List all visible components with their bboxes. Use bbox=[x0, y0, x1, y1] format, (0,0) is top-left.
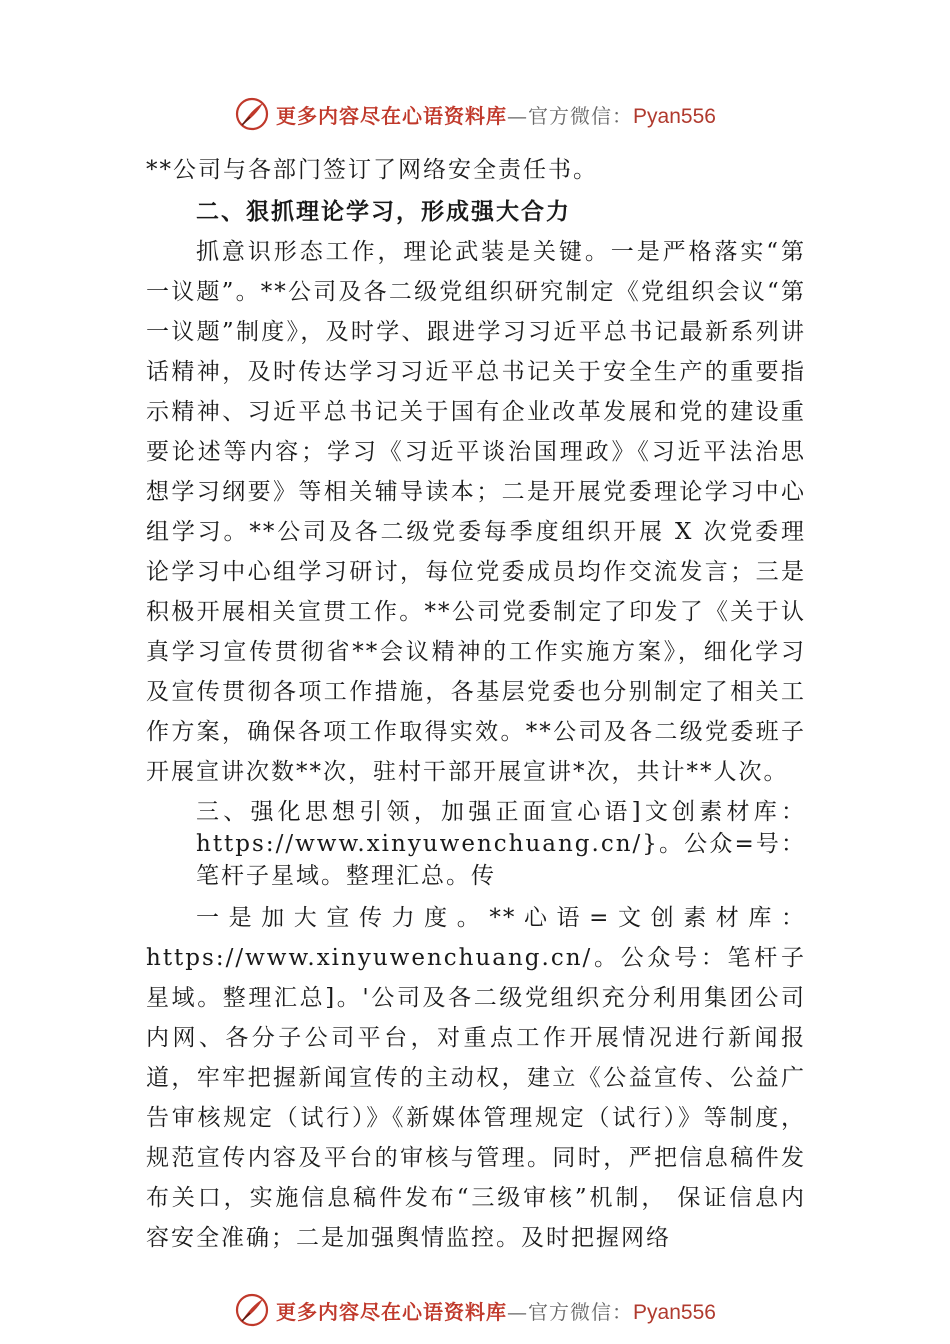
watermark-label: 官方微信： bbox=[528, 103, 634, 128]
watermark-label: 官方微信： bbox=[528, 1299, 634, 1324]
document-body bbox=[146, 150, 806, 1258]
quill-logo-icon bbox=[234, 96, 270, 132]
watermark-wechat-id: Pyan556 bbox=[633, 104, 716, 128]
paragraph-theory-study: 抓意识形态工作，理论武装是关键。一是严格落实“第一议题”。**公司及各二级党组织研究制定《党组织会议“第一议题”制度》，及时学、跟进学习习近平总书记最新系列讲话精神，及时传达学习习近平总书记关于安全生产的重要指示精神、习近平总书记关于国有企业改革发展和党的建设重要论述等内容；学习《习近平谈治国理政》《习近平法治思想学习纲要》等相关辅导读本；二是开展党委理论学习中心组学习。**公司及各二级党委每季度组织开展 X 次党委理论学习中心组学习研讨，每位党委成员均作交流发言；三是积极开展相关宣贯工作。**公司党委制定了印发了《关于认真学习宣传贯彻省**会议精神的工作实施方案》，细化学习及宣传贯彻各项工作措施，各基层党委也分别制定了相关工作方案，确保各项工作取得实效。**公司及各二级党委班子开展宣讲次数**次，驻村干部开展宣讲*次，共计**人次。 bbox=[146, 239, 806, 785]
quill-logo-icon bbox=[234, 1292, 270, 1328]
watermark-wechat-id: Pyan556 bbox=[633, 1300, 716, 1324]
watermark-footer bbox=[0, 1290, 950, 1330]
watermark-brand: 更多内容尽在心语资料库 bbox=[276, 1299, 508, 1324]
paragraph-publicity: 一是加大宣传力度。**心语=文创素材库：https://www.xinyuwenchuang.cn/。公众号：笔杆子星域。整理汇总]。'公司及各二级党组织充分利用集团公司内网、各分子公司平台，对重点工作开展情况进行新闻报道，牢牢把握新闻宣传的主动权，建立《公益宣传、公益广告审核规定（试行）》《新媒体管理规定（试行）》等制度，规范宣传内容及平台的审核与管理。同时，严把信息稿件发布关口，实施信息稿件发布“三级审核”机制， 保证信息内容安全准确；二是加强舆情监控。及时把握网络 bbox=[146, 905, 806, 1251]
watermark-dash: — bbox=[507, 1299, 529, 1324]
watermark-header bbox=[0, 94, 950, 134]
section-heading-3: 三、强化思想引领，加强正面宣心语]文创素材库：https://www.xinyuwenchuang.cn/}。公众=号：笔杆子星域。整理汇总。传 bbox=[196, 799, 806, 889]
section-heading-2: 二、狠抓理论学习，形成强大合力 bbox=[196, 199, 571, 225]
watermark-brand: 更多内容尽在心语资料库 bbox=[276, 103, 508, 128]
paragraph-continuation: **公司与各部门签订了网络安全责任书。 bbox=[146, 157, 598, 183]
watermark-dash: — bbox=[507, 103, 529, 128]
